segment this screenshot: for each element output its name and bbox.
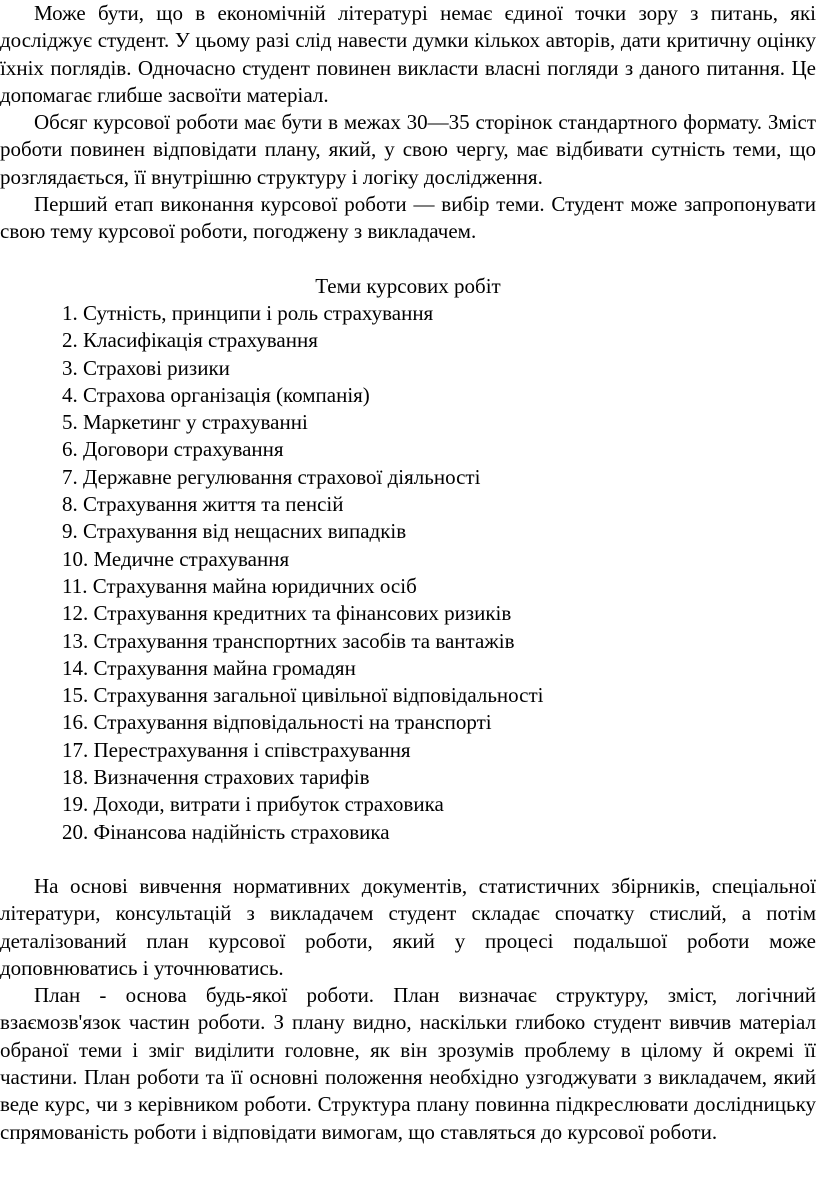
list-item: 9. Страхування від нещасних випадків	[62, 519, 407, 544]
list-item: 10. Медичне страхування	[62, 546, 290, 571]
list-item: 17. Перестрахування і співстрахування	[62, 737, 411, 762]
list-item: 7. Державне регулювання страхової діяльності	[62, 464, 481, 489]
list-item: 19. Доходи, витрати і прибуток страховика	[62, 792, 444, 817]
list-item: 4. Страхова організація (компанія)	[62, 382, 370, 407]
list-item: 3. Страхові ризики	[62, 355, 230, 380]
list-item: 1. Сутність, принципи і роль страхування	[62, 300, 434, 325]
list-item: 12. Страхування кредитних та фінансових ризиків	[62, 601, 512, 626]
list-item: 18. Визначення страхових тарифів	[62, 765, 370, 790]
list-item: 6. Договори страхування	[62, 437, 284, 462]
list-item: 16. Страхування відповідальності на транспорті	[62, 710, 492, 735]
list-item: 15. Страхування загальної цивільної відповідальності	[62, 683, 544, 708]
topics-list	[0, 300, 816, 846]
spacer	[0, 846, 816, 873]
list-item: 13. Страхування транспортних засобів та вантажів	[62, 628, 515, 653]
list-item: 5. Маркетинг у страхуванні	[62, 410, 308, 435]
paragraph-plan-basis: План - основа будь-якої роботи. План визначає структуру, зміст, логічний взаємозв'язок частин роботи. З плану видно, наскільки глибоко студент вивчив матеріал обраної теми і зміг виділити головне, як він зрозумів проблему в цілому й окремі її частини. План роботи та її основні положення необхідно узгоджувати з викладачем, який веде курс, чи з керівником роботи. Структура плану повинна підкреслювати дослідницьку спрямованість роботи і відповідати вимогам, що ставляться до курсової роботи.	[0, 983, 816, 1144]
topics-title: Теми курсових робіт	[315, 273, 501, 298]
list-item: 2. Класифікація страхування	[62, 328, 318, 353]
list-item: 8. Страхування життя та пенсій	[62, 492, 344, 517]
paragraph-volume: Обсяг курсової роботи має бути в межах 30—35 сторінок стандартного формату. Зміст роботи повинен відповідати плану, який, у свою чергу, має відбивати сутність теми, що розглядається, її внутрішню структуру і логіку дослідження.	[0, 110, 816, 189]
list-item: 20. Фінансова надійність страховика	[62, 819, 390, 844]
paragraph-first-stage: Перший етап виконання курсової роботи — вибір теми. Студент може запропонувати свою тему курсової роботи, погоджену з викладачем.	[0, 192, 816, 244]
list-item: 11. Страхування майна юридичних осіб	[62, 573, 417, 598]
paragraph-literature: Може бути, що в економічній літературі немає єдиної точки зору з питань, які досліджує студент. У цьому разі слід навести думки кількох авторів, дати критичну оцінку їхніх поглядів. Одночасно студент повинен викласти власні погляди з даного питання. Це допомагає глибше засвоїти матеріал.	[0, 1, 816, 107]
paragraph-plan-drafting: На основі вивчення нормативних документів, статистичних збірників, спеціальної літератури, консультацій з викладачем студент складає спочатку стислий, а потім деталізований план курсової роботи, який у процесі подальшої роботи може доповнюватись і уточнюватись.	[0, 873, 816, 980]
spacer	[0, 246, 816, 273]
list-item: 14. Страхування майна громадян	[62, 655, 356, 680]
